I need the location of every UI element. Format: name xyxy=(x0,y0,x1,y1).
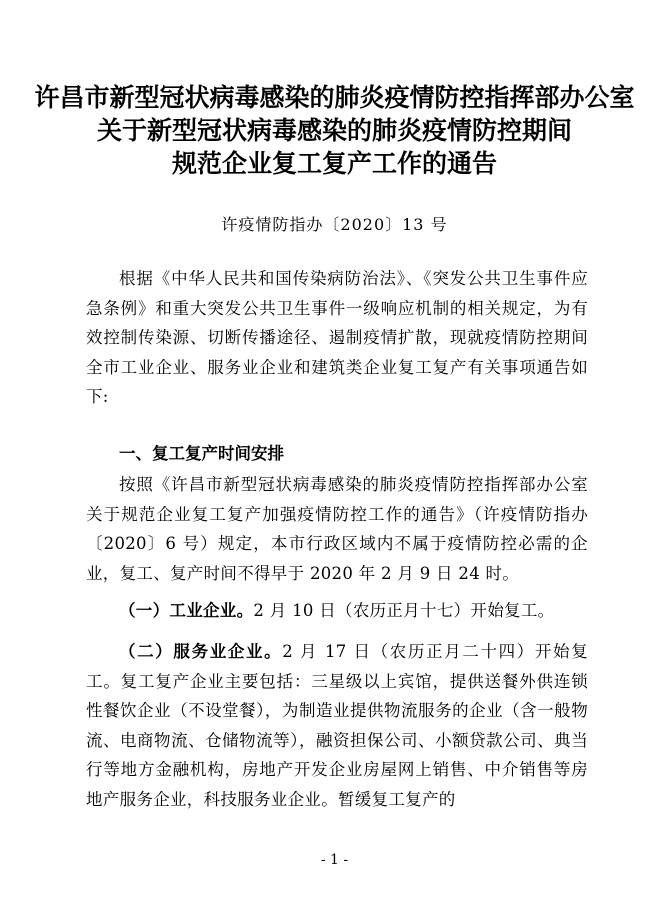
item-service xyxy=(86,637,588,815)
item-industrial xyxy=(86,596,588,626)
section-paragraph: 按照《许昌市新型冠状病毒感染的肺炎疫情防控指挥部办公室关于规范企业复工复产加强疫情防控工作的通告》（许疫情防指办〔2020〕6 号）规定，本市行政区域内不属于疫情防控必需的企业，复工、复产时间不得早于 2020 年 2 月 9 日 24 时。 xyxy=(86,475,588,583)
item-service-text: 2 月 17 日（农历正月二十四）开始复工。复工复产企业主要包括：三星级以上宾馆，提供送餐外供连锁性餐饮企业（不设堂餐），为制造业提供物流服务的企业（含一般物流、电商物流、仓储物流等），融资担保公司、小额贷款公司、典当行等地方金融机构，房地产开发企业房屋网上销售、中介销售等房地产服务企业，科技服务业企业。暂缓复工复产的 xyxy=(86,642,589,809)
page-number: - 1 - xyxy=(320,852,349,868)
document-title-line-1: 许昌市新型冠状病毒感染的肺炎疫情防控指挥部办公室 xyxy=(34,83,635,112)
section-heading: 一、复工复产时间安排 xyxy=(119,444,284,463)
item-service-heading: （二）服务业企业。 xyxy=(119,642,283,661)
document-title-line-2: 关于新型冠状病毒感染的肺炎疫情防控期间 xyxy=(96,116,572,145)
document-number: 许疫情防指办〔2020〕13 号 xyxy=(221,215,448,234)
item-industrial-heading: （一）工业企业。 xyxy=(119,601,254,620)
intro-paragraph: 根据《中华人民共和国传染病防治法》、《突发公共卫生事件应急条例》和重大突发公共卫生事件一级响应机制的相关规定，为有效控制传染源、切断传播途径、遏制疫情扩散，现就疫情防控期间全市工业企业、服务业企业和建筑类企业复工复产有关事项通告如下: xyxy=(86,269,588,407)
item-industrial-text: 2 月 10 日（农历正月十七）开始复工。 xyxy=(253,601,555,620)
document-title-line-3: 规范企业复工复产工作的通告 xyxy=(171,149,497,178)
